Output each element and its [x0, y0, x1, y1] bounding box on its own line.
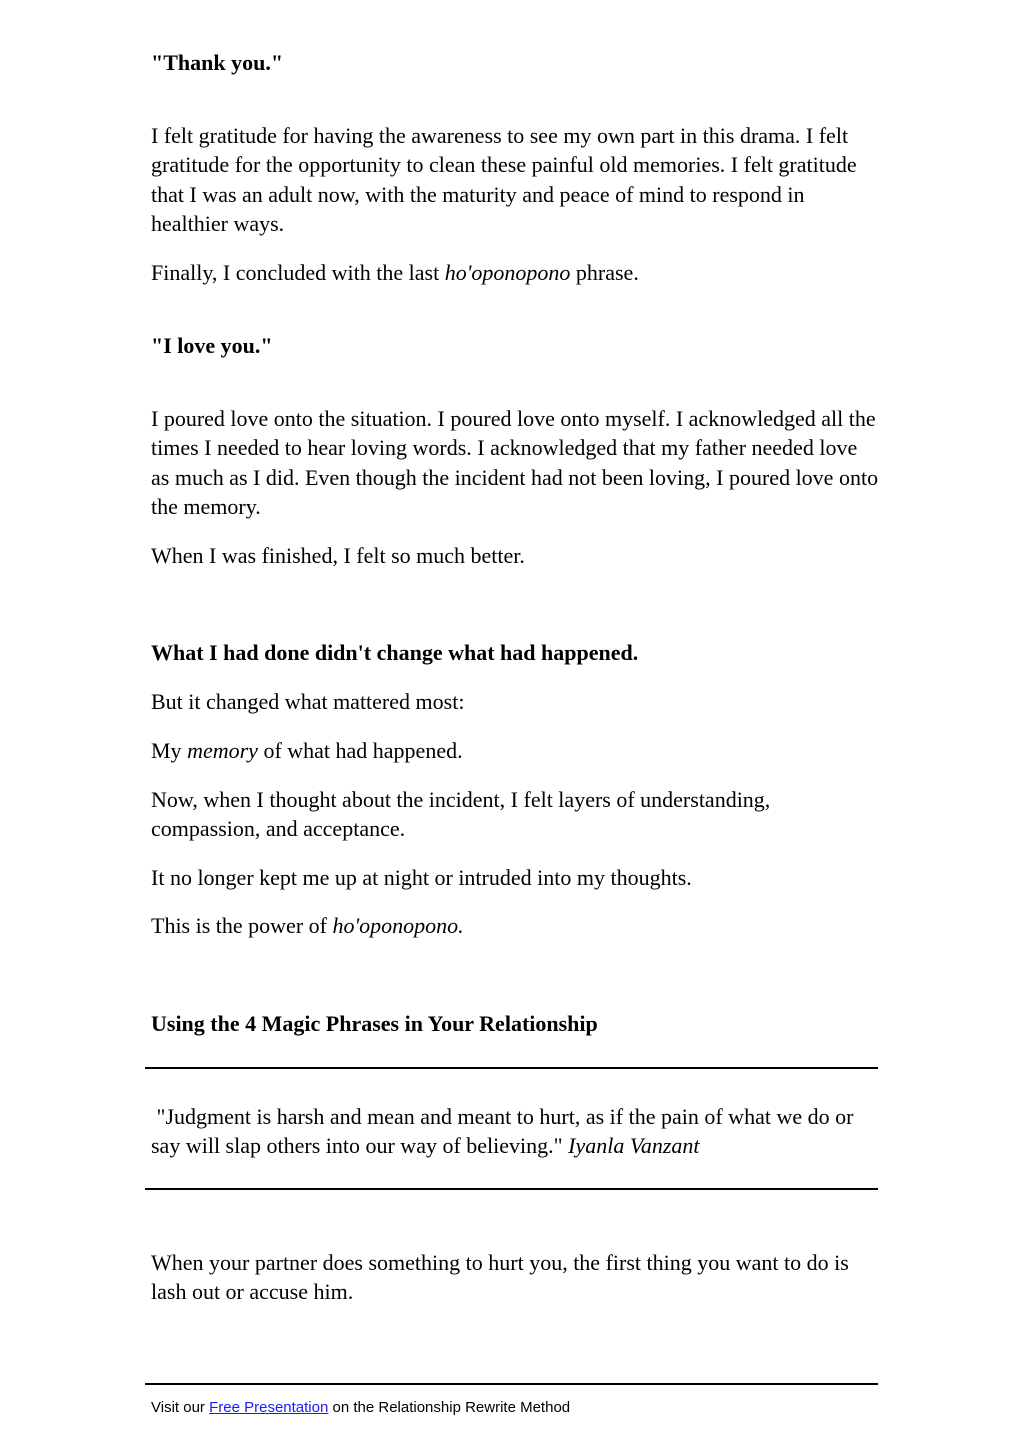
finally-paragraph [151, 258, 881, 287]
memory-emphasis: memory [187, 738, 258, 763]
love-paragraph: I poured love onto the situation. I poured love onto myself. I acknowledged all the times I needed to hear loving words. I acknowledged that my father needed love as much as I did. Even though the incident had not been loving, I poured love onto the memory. [151, 406, 879, 519]
memory-text-before: My [151, 738, 188, 763]
memory-paragraph [151, 736, 881, 765]
free-presentation-link[interactable]: Free Presentation [209, 1399, 329, 1416]
finally-text-after: phrase. [570, 260, 639, 285]
quote-block [151, 1102, 881, 1161]
quote-author: Iyanla Vanzant [568, 1133, 700, 1159]
power-text-before: This is the power of [151, 913, 333, 938]
section-heading: Using the 4 Magic Phrases in Your Relationship [151, 1011, 598, 1036]
footer [151, 1397, 570, 1419]
layers-paragraph: Now, when I thought about the incident, I felt layers of understanding, compassion, and acceptance. [151, 787, 771, 842]
change-heading: What I had done didn't change what had happened. [151, 640, 639, 665]
finished-paragraph: When I was finished, I felt so much better. [151, 543, 525, 568]
partner-paragraph: When your partner does something to hurt you, the first thing you want to do is lash out or accuse him. [151, 1250, 849, 1305]
finally-emphasis: ho'oponopono [444, 260, 571, 285]
quote-bottom-divider [145, 1188, 878, 1190]
gratitude-paragraph: I felt gratitude for having the awareness to see my own part in this drama. I felt gratitude for the opportunity to clean these painful old memories. I felt gratitude that I was an adult now, with the maturity and peace of mind to respond in healthier ways. [151, 123, 857, 236]
love-heading: "I love you." [151, 333, 273, 358]
footer-suffix: on the Relationship Rewrite Method [328, 1399, 571, 1416]
footer-divider [145, 1383, 878, 1385]
changed-most-paragraph: But it changed what mattered most: [151, 689, 465, 714]
thank-you-heading: "Thank you." [151, 50, 284, 75]
no-longer-paragraph: It no longer kept me up at night or intruded into my thoughts. [151, 865, 692, 890]
power-paragraph [151, 911, 881, 940]
power-emphasis: ho'oponopono. [332, 913, 464, 938]
footer-prefix: Visit our [151, 1399, 210, 1416]
memory-text-after: of what had happened. [257, 738, 463, 763]
quote-text: "Judgment is harsh and mean and meant to hurt, as if the pain of what we do or say will slap others into our way of believing." [151, 1104, 859, 1159]
finally-text-before: Finally, I concluded with the last [151, 260, 445, 285]
quote-top-divider [145, 1067, 878, 1069]
